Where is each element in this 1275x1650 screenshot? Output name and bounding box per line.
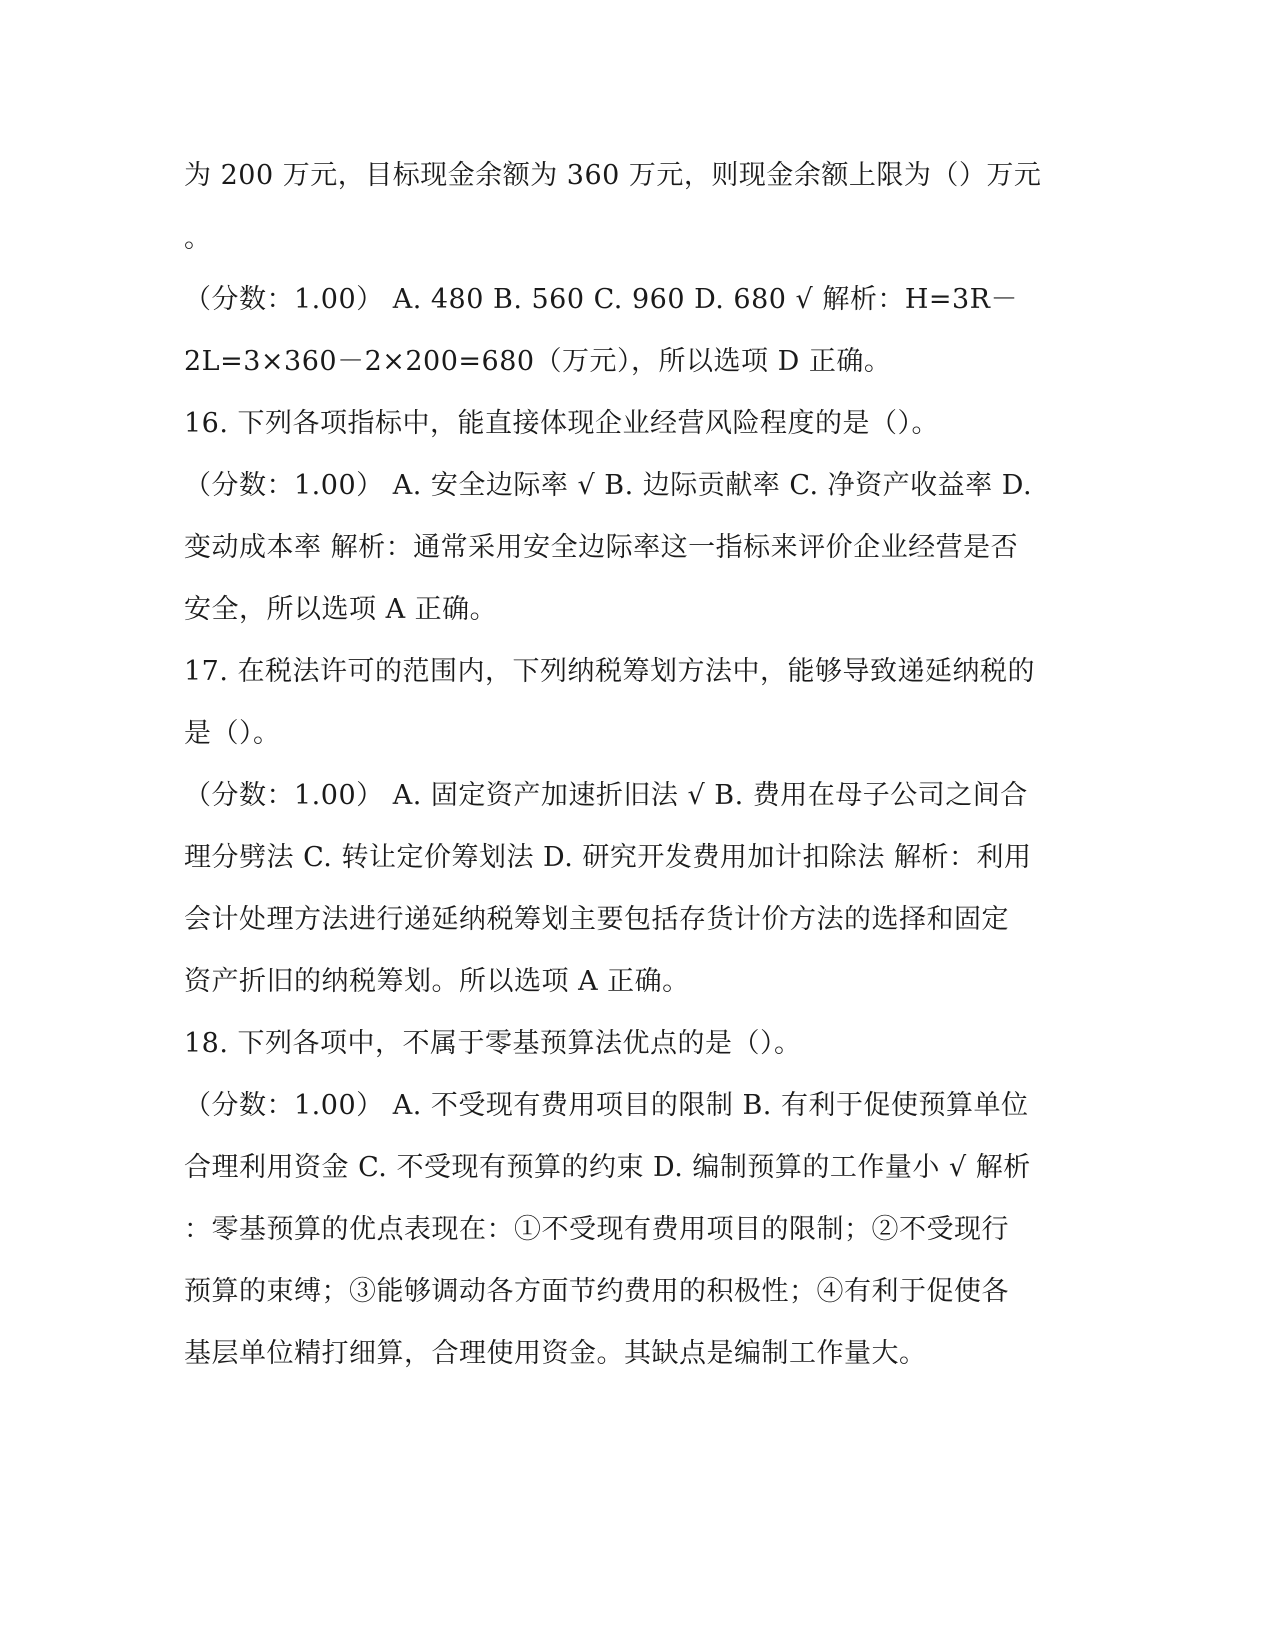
text-line: （分数：1.00） A. 安全边际率 √ B. 边际贡献率 C. 净资产收益率 D. bbox=[184, 470, 1033, 501]
text-line: （分数：1.00） A. 固定资产加速折旧法 √ B. 费用在母子公司之间合 bbox=[184, 780, 1028, 811]
text-line: 安全，所以选项 A 正确。 bbox=[184, 594, 498, 625]
text-line: ：零基预算的优点表现在：①不受现有费用项目的限制；②不受现行 bbox=[184, 1214, 1009, 1245]
text-line: 预算的束缚；③能够调动各方面节约费用的积极性；④有利于促使各 bbox=[184, 1276, 1009, 1307]
text-line: （分数：1.00） A. 480 B. 560 C. 960 D. 680 √ 解析：H=3R－ bbox=[184, 284, 1019, 315]
text-line: 变动成本率 解析：通常采用安全边际率这一指标来评价企业经营是否 bbox=[184, 532, 1019, 563]
text-line: 理分劈法 C. 转让定价筹划法 D. 研究开发费用加计扣除法 解析：利用 bbox=[184, 842, 1032, 873]
text-line: （分数：1.00） A. 不受现有费用项目的限制 B. 有利于促使预算单位 bbox=[184, 1090, 1029, 1121]
text-line: 。 bbox=[184, 223, 212, 254]
text-line: 资产折旧的纳税筹划。所以选项 A 正确。 bbox=[184, 966, 690, 997]
text-line: 会计处理方法进行递延纳税筹划主要包括存货计价方法的选择和固定 bbox=[184, 904, 1009, 935]
text-line: 2L=3×360－2×200=680（万元），所以选项 D 正确。 bbox=[184, 346, 892, 377]
question-18: 18. 下列各项中，不属于零基预算法优点的是（）。 bbox=[184, 1028, 802, 1059]
question-17: 17. 在税法许可的范围内，下列纳税筹划方法中，能够导致递延纳税的 bbox=[184, 656, 1036, 687]
text-line: 基层单位精打细算，合理使用资金。其缺点是编制工作量大。 bbox=[184, 1338, 927, 1369]
question-16: 16. 下列各项指标中，能直接体现企业经营风险程度的是（）。 bbox=[184, 408, 940, 439]
text-line: 是（）。 bbox=[184, 718, 281, 749]
text-line: 为 200 万元，目标现金余额为 360 万元，则现金余额上限为（）万元 bbox=[184, 160, 1042, 191]
text-line: 合理利用资金 C. 不受现有预算的约束 D. 编制预算的工作量小 √ 解析 bbox=[184, 1152, 1031, 1183]
